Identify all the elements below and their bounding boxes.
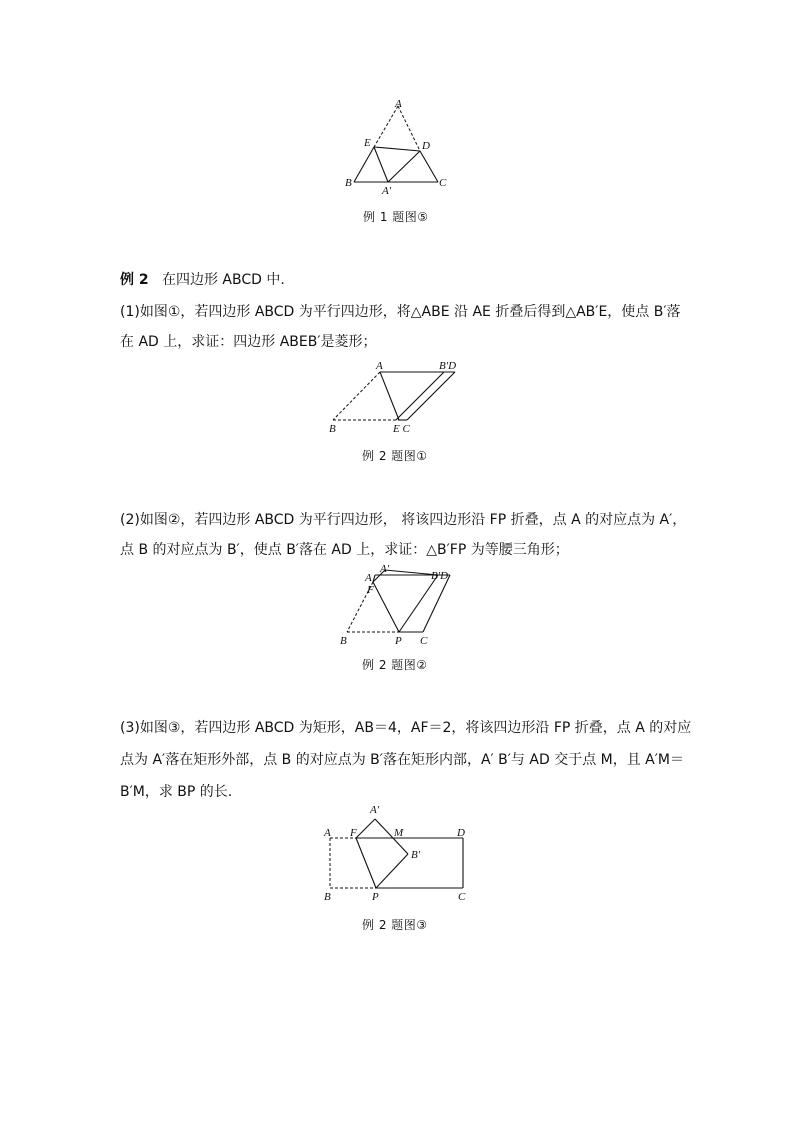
- caption-example2-fig2: 例 2 题图②: [362, 658, 428, 672]
- label-A-prime: A′: [370, 804, 380, 816]
- figure-example2-2: [335, 562, 465, 652]
- part3-line1: (3)如图③，若四边形 ABCD 为矩形，AB＝4，AF＝2，将该四边形沿 FP 折叠，点 A 的对应: [120, 720, 692, 736]
- example2-heading-line: [120, 270, 285, 290]
- part2-line2: 点 B 的对应点为 B′，使点 B′落在 AD 上，求证：△B′FP 为等腰三角形；: [120, 542, 569, 558]
- label-B: B: [324, 891, 331, 903]
- part3-line2: 点为 A′落在矩形外部，点 B 的对应点为 B′落在矩形内部，A′ B′与 AD 交于点 M，且 A′M＝: [120, 752, 685, 768]
- caption-example2-fig3: 例 2 题图③: [362, 918, 428, 932]
- line-DC: [423, 575, 450, 632]
- parallelogram-diagram-1: [325, 358, 475, 438]
- label-BpD: B′D: [431, 570, 449, 582]
- label-D: D: [422, 140, 430, 152]
- rectangle-diagram-3: [318, 800, 478, 908]
- label-B: B: [340, 635, 347, 647]
- line-BpP: [399, 575, 438, 632]
- part2-line1: (2)如图②，若四边形 ABCD 为平行四边形， 将该四边形沿 FP 折叠，点 A 的对应点为 A′，: [120, 512, 687, 528]
- label-A: A: [376, 360, 383, 372]
- line-AE: [380, 372, 399, 420]
- caption-example2-fig1: 例 2 题图①: [362, 449, 428, 463]
- label-BpD: B′D: [439, 360, 457, 372]
- dashed-AE: [374, 106, 398, 147]
- label-C: C: [420, 635, 428, 647]
- label-F: F: [367, 584, 374, 596]
- label-A: A: [324, 827, 331, 839]
- figure-example2-1: [325, 358, 475, 438]
- example2-intro: 在四边形 ABCD 中.: [161, 272, 285, 288]
- label-A: A: [365, 572, 372, 584]
- part1-line2: 在 AD 上，求证：四边形 ABEB′是菱形；: [120, 334, 377, 350]
- parallelogram-diagram-2: [335, 562, 465, 652]
- label-B-prime: B′: [411, 849, 421, 861]
- line-EB: [354, 147, 374, 182]
- label-P: P: [395, 635, 402, 647]
- line-FP: [356, 838, 376, 888]
- dashed-AD: [398, 106, 420, 151]
- line-BpP: [376, 854, 408, 888]
- line-DC: [407, 372, 455, 420]
- line-BpE: [396, 372, 444, 420]
- label-A-prime: A′: [380, 563, 390, 575]
- line-FAp: [356, 819, 375, 838]
- label-D: D: [457, 827, 465, 839]
- example2-label: 例 2: [120, 272, 149, 288]
- caption-example1-fig5: 例 1 题图⑤: [363, 210, 429, 224]
- label-A-prime: A′: [382, 185, 392, 197]
- label-A: A: [395, 98, 402, 110]
- triangle-diagram: [340, 96, 450, 196]
- label-C: C: [439, 177, 447, 189]
- label-B: B: [345, 177, 352, 189]
- label-B: B: [329, 423, 336, 435]
- label-P: P: [372, 891, 379, 903]
- label-F: F: [350, 827, 357, 839]
- label-C: C: [458, 891, 466, 903]
- figure-example2-3: [318, 800, 478, 908]
- line-FP: [373, 582, 399, 632]
- dashed-AB: [333, 372, 380, 420]
- label-M: M: [394, 827, 404, 839]
- label-E: E: [364, 137, 371, 149]
- part3-line3: B′M，求 BP 的长.: [120, 784, 233, 800]
- part1-line1: (1)如图①，若四边形 ABCD 为平行四边形，将△ABE 沿 AE 折叠后得到△AB′E，使点 B′落: [120, 304, 681, 320]
- line-ED: [374, 147, 420, 151]
- line-DC: [420, 151, 438, 182]
- label-EC: E C: [393, 423, 410, 435]
- line-DAp: [388, 151, 420, 182]
- figure-example1-5: [340, 96, 450, 196]
- line-EAp: [374, 147, 388, 182]
